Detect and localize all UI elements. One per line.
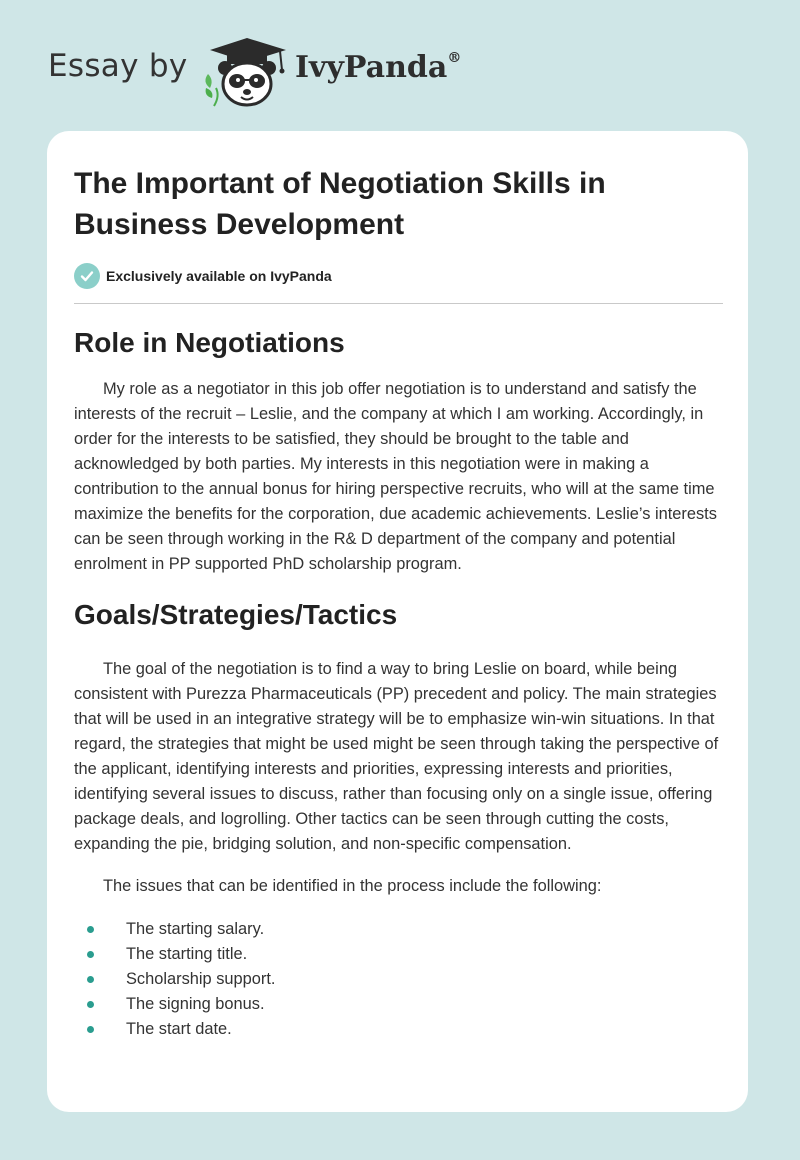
check-icon — [74, 263, 100, 289]
section-heading-role: Role in Negotiations — [74, 327, 345, 358]
essay-by-label: Essay by — [48, 48, 188, 84]
paragraph-issues-intro: The issues that can be identified in the process include the following: — [103, 877, 602, 895]
bullet-icon — [87, 976, 94, 983]
registered-mark: ® — [447, 50, 462, 66]
list-item-text: The start date. — [126, 1020, 232, 1038]
paragraph-goals: The goal of the negotiation is to find a way to bring Leslie on board, while being consistent with Purezza Pharmaceuticals (PP) precedent and policy. The main strategies that will be used in an integrative strategy will be to emphasize win-win situations. In that regard, the strategies that might be used might be seen through taking the perspective of the applicant, identifying interests and priorities, expressing interests and priorities, identifying several issues to discuss, rather than focusing only on a single issue, offering package deals, and logrolling. Other tactics can be seen through cutting the costs, expanding the pie, bridging solution, and non-specific compensation. — [74, 660, 719, 853]
exclusive-badge — [74, 263, 332, 289]
ivypanda-logo-icon[interactable] — [200, 36, 294, 108]
bullet-icon — [87, 926, 94, 933]
essay-card — [47, 131, 748, 1112]
title-divider — [74, 303, 723, 304]
brand-name[interactable]: IvyPanda® — [295, 50, 462, 85]
issues-list — [74, 917, 724, 1042]
bullet-icon — [87, 1001, 94, 1008]
list-item — [74, 1017, 724, 1042]
exclusive-label: Exclusively available on IvyPanda — [106, 268, 332, 284]
list-item-text: The signing bonus. — [126, 995, 265, 1013]
site-header — [0, 0, 800, 130]
list-item — [74, 942, 724, 967]
section-heading-goals: Goals/Strategies/Tactics — [74, 599, 398, 630]
bullet-icon — [87, 951, 94, 958]
paragraph-role: My role as a negotiator in this job offer negotiation is to understand and satisfy the interests of the recruit – Leslie, and the company at which I am working. Accordingly, in order for the interests to be satisfied, they should be brought to the table and acknowledged by both parties. My interests in this negotiation were in making a contribution to the annual bonus for hiring perspective recruits, who will at the same time maximize the benefits for the corporation, due academic achievements. Leslie’s interests can be seen through working in the R& D department of the company and potential enrolment in PP supported PhD scholarship program. — [74, 380, 717, 573]
list-item — [74, 992, 724, 1017]
essay-title: The Important of Negotiation Skills in Business Development — [74, 167, 606, 241]
list-item-text: The starting salary. — [126, 920, 265, 938]
list-item — [74, 917, 724, 942]
list-item-text: Scholarship support. — [126, 970, 276, 988]
essay-body — [74, 323, 724, 1042]
bullet-icon — [87, 1026, 94, 1033]
list-item — [74, 967, 724, 992]
list-item-text: The starting title. — [126, 945, 248, 963]
